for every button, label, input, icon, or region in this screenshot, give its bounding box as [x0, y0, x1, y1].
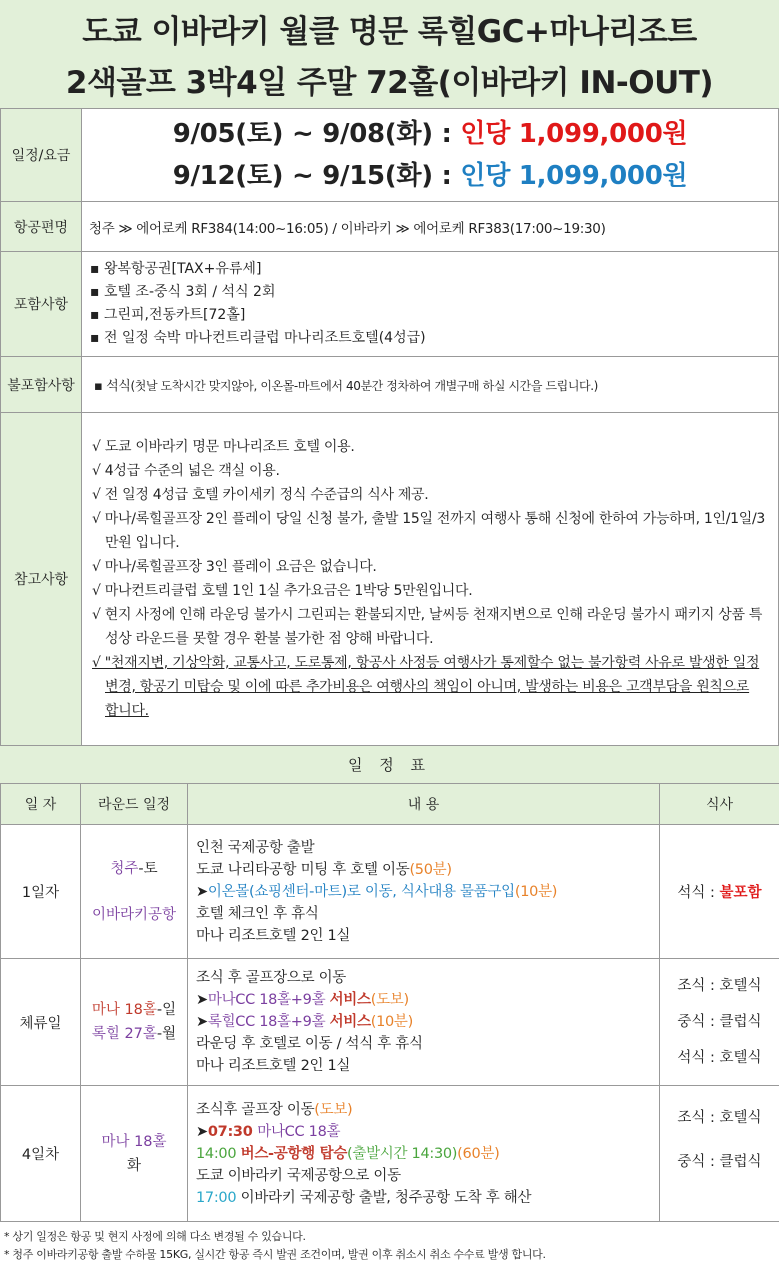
course-name: 마나CC 18홀 — [257, 1123, 341, 1140]
content-line: 마나 리조트호텔 2인 1실 — [196, 927, 351, 944]
departure-time: (출발시간 14:30) — [347, 1145, 458, 1162]
route-cell — [81, 1086, 188, 1222]
day-label: 4일차 — [1, 1086, 81, 1222]
note-item: √ 마나/록힐골프장 3인 플레이 요금은 없습니다. — [92, 559, 377, 575]
meal-item: 조식 : 호텔식 — [677, 978, 762, 994]
excluded-detail: (첫날 도착시간 맞지않아, 이온몰-마트에서 40분간 정차하여 개별구매 하실 시간을 드립니다.) — [130, 379, 598, 393]
arrow-icon: ➤ — [196, 1014, 208, 1030]
route-origin: 청주 — [110, 860, 139, 877]
content-line: 조식 후 골프장으로 이동 — [196, 970, 346, 986]
title-banner — [0, 0, 779, 109]
meal-cell — [660, 959, 779, 1086]
duration: (도보) — [314, 1101, 353, 1118]
price-line-1 — [82, 113, 778, 155]
schedule-table — [0, 783, 779, 1222]
service-label: 서비스 — [329, 1014, 371, 1030]
price-line-2 — [82, 155, 778, 197]
title-line-2: 2색골프 3박4일 주말 72홀(이바라키 IN-OUT) — [65, 65, 714, 101]
round-day: -월 — [156, 1026, 177, 1042]
service-label: 서비스 — [329, 992, 371, 1008]
note-item: √ 전 일정 4성급 호텔 카이세키 정식 수준급의 식사 제공. — [92, 487, 429, 503]
col-content: 내 용 — [188, 784, 660, 825]
meal-cell — [660, 1086, 779, 1222]
note-item: √ 마나/록힐골프장 2인 플레이 당일 신청 불가, 출발 15일 전까지 여행사 통해 신청에 한하여 가능하며, 1인/1일/3만원 입니다. — [92, 511, 766, 551]
included-item: ▪ 전 일정 숙박 마나컨트리클럽 마나리조트호텔(4성급) — [90, 330, 426, 346]
price-cell — [82, 109, 779, 202]
meal-item: 석식 : 호텔식 — [677, 1050, 762, 1066]
content-line: 인천 국제공항 출발 — [196, 839, 315, 856]
duration: (도보) — [370, 992, 409, 1008]
day2-content — [188, 959, 660, 1086]
day1-content — [188, 825, 660, 959]
note-item: √ 마나컨트리클럽 호텔 1인 1실 추가요금은 1박당 5만원입니다. — [92, 583, 473, 599]
route-cell — [81, 825, 188, 959]
meal-item: 조식 : 호텔식 — [677, 1110, 762, 1126]
note-item: √ 도쿄 이바라키 명문 마나리조트 호텔 이용. — [92, 439, 355, 455]
price-dates-2: 9/12(토) ~ 9/15(화) : — [172, 161, 452, 191]
time: 07:30 — [207, 1123, 258, 1140]
day4-content — [188, 1086, 660, 1222]
meal-excluded: 불포함 — [719, 885, 762, 901]
schedule-row-day1 — [1, 825, 779, 959]
route-destination: 이바라키공항 — [91, 906, 177, 923]
label-notes: 참고사항 — [1, 413, 82, 746]
label-flight: 항공편명 — [1, 202, 82, 252]
meal-item: 중식 : 클럽식 — [677, 1154, 762, 1170]
included-list — [82, 252, 778, 356]
price-value-2: 인당 1,099,000원 — [460, 161, 688, 191]
content-line: 이온몰(쇼핑센터-마트)로 이동, 식사대용 물품구입 — [207, 883, 515, 900]
content-line: 도쿄 이바라키 국제공항으로 이동 — [196, 1167, 401, 1184]
duration: (10분) — [370, 1014, 413, 1030]
time: 17:00 — [196, 1189, 241, 1206]
schedule-row-stay — [1, 959, 779, 1086]
schedule-row-day4 — [1, 1086, 779, 1222]
duration: (60분) — [457, 1145, 500, 1162]
col-route: 라운드 일정 — [81, 784, 188, 825]
included-item: ▪ 그린피,전동카트[72홀] — [90, 307, 246, 323]
day-label: 체류일 — [1, 959, 81, 1086]
content-line: 조식후 골프장 이동 — [196, 1101, 315, 1118]
excluded-main: ▪ 석식 — [94, 379, 131, 394]
route-cell — [81, 959, 188, 1086]
footer-line: * 청주 이바라키공항 출발 수하물 15KG, 실시간 항공 즉시 발권 조건이며, 발권 이후 취소시 취소 수수료 발생 합니다. — [4, 1248, 546, 1261]
excluded-cell — [82, 357, 779, 413]
title-line-1: 도쿄 이바라키 월클 명문 록힐GC+마나리조트 — [82, 14, 697, 50]
arrow-icon: ➤ — [196, 992, 208, 1008]
info-table — [0, 108, 779, 746]
included-item: ▪ 호텔 조-중식 3회 / 석식 2회 — [90, 284, 276, 300]
arrow-icon: ➤ — [196, 883, 208, 900]
content-line: 호텔 체크인 후 휴식 — [196, 905, 319, 922]
round-rockhill: 록힐 27홀 — [91, 1026, 157, 1042]
content-line: 이바라키 국제공항 출발, 청주공항 도착 후 해산 — [240, 1189, 532, 1206]
course-name: 마나CC 18홀 — [207, 992, 291, 1008]
included-item: ▪ 왕복항공권[TAX+유류세] — [90, 261, 262, 277]
note-item: √ 4성급 수준의 넓은 객실 이용. — [92, 463, 280, 479]
bus-departure: 버스-공항행 탑승 — [240, 1145, 348, 1162]
col-day: 일 자 — [1, 784, 81, 825]
price-value-1: 인당 1,099,000원 — [460, 119, 688, 149]
route-day: -토 — [138, 860, 158, 877]
extra-holes: +9홀 — [290, 1014, 330, 1030]
included-cell — [82, 252, 779, 357]
round-mana: 마나 18홀 — [91, 1002, 157, 1018]
course-name: 록힐CC 18홀 — [207, 1014, 291, 1030]
content-line: 라운딩 후 호텔로 이동 / 석식 후 휴식 — [196, 1036, 423, 1052]
flight-info: 청주 ≫ 에어로케 RF384(14:00~16:05) / 이바라키 ≫ 에어로케 RF383(17:00~19:30) — [82, 202, 779, 252]
label-excluded: 불포함사항 — [1, 357, 82, 413]
note-item-disclaimer: √ "천재지변, 기상악화, 교통사고, 도로통제, 항공사 사정등 여행사가 통제할수 없는 불가항력 사유로 발생한 일정 변경, 항공기 미탑승 및 이에 따른 추가비용은 여행사의 책임이 아니며, 발생하는 비용은 고객부담을 원칙으로 합니다. — [92, 655, 760, 719]
meal-cell — [660, 825, 779, 959]
footer-notes — [4, 1228, 775, 1264]
schedule-header: 일 정 표 — [0, 745, 779, 785]
note-item: √ 현지 사정에 인해 라운딩 불가시 그린피는 환불되지만, 날씨등 천재지변으로 인해 라운딩 불가시 패키지 상품 특성상 라운드를 못할 경우 환불 불가한 점 양해 바랍니다. — [92, 607, 763, 647]
content-line: 도쿄 나리타공항 미팅 후 호텔 이동 — [196, 861, 410, 878]
col-meal: 식사 — [660, 784, 779, 825]
round-day: -일 — [156, 1002, 177, 1018]
price-dates-1: 9/05(토) ~ 9/08(화) : — [172, 119, 452, 149]
extra-holes: +9홀 — [290, 992, 330, 1008]
meal-item: 중식 : 클럽식 — [677, 1014, 762, 1030]
footer-line: * 상기 일정은 항공 및 현지 사정에 의해 다소 변경될 수 있습니다. — [4, 1230, 306, 1243]
duration: (10분) — [514, 883, 558, 900]
notes-cell — [82, 413, 779, 746]
meal-label: 석식 : — [677, 885, 720, 901]
content-line: 마나 리조트호텔 2인 1실 — [196, 1058, 351, 1074]
round-day: 화 — [126, 1157, 141, 1174]
label-included: 포함사항 — [1, 252, 82, 357]
label-schedule-price: 일정/요금 — [1, 109, 82, 202]
time: 14:00 — [196, 1145, 241, 1162]
day-label: 1일자 — [1, 825, 81, 959]
duration: (50분) — [409, 861, 452, 878]
arrow-icon: ➤ — [196, 1123, 208, 1140]
round-mana: 마나 18홀 — [101, 1133, 167, 1150]
